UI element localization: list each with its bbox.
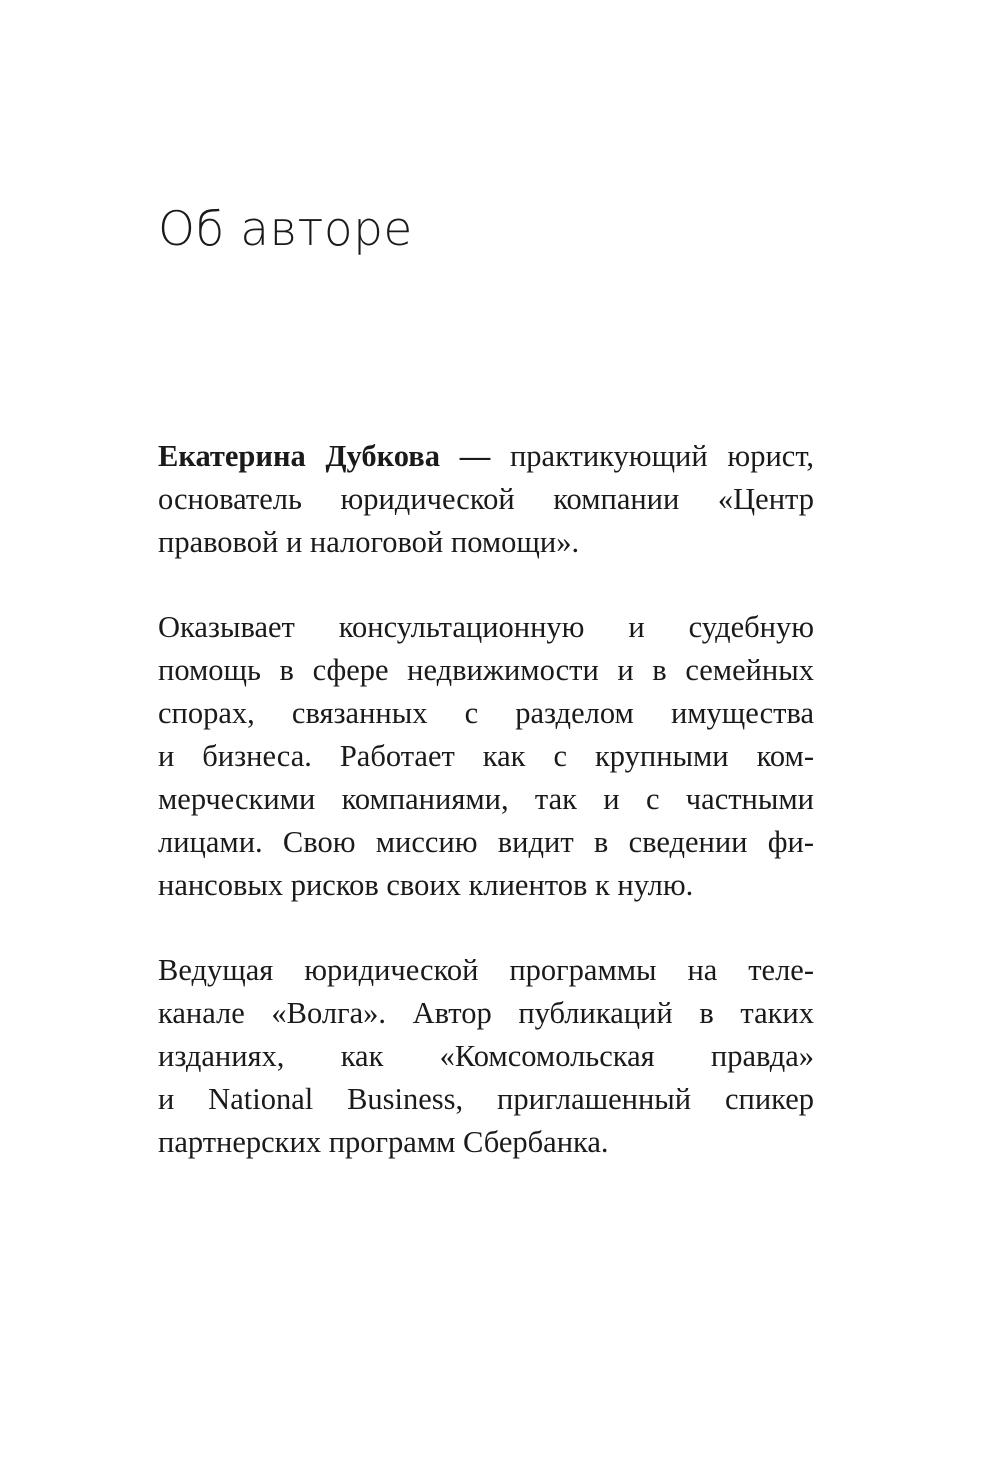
page-title: Об авторе [158,202,413,257]
bio-line: и бизнеса. Работает как с крупными ком- [158,739,814,773]
bio-line: правовой и налоговой помощи». [158,525,580,559]
bio-line: лицами. Свою миссию видит в сведении фи- [158,825,814,859]
bio-line: спорах, связанных с разделом имущества [158,696,814,730]
bio-line: Оказывает консультационную и судебную [158,610,814,644]
bio-line-text: практикующий юрист, [490,439,814,473]
bio-line: основатель юридической компании «Центр [158,482,814,516]
bio-paragraph-media [158,949,814,1164]
bio-line: канале «Волга». Автор публикаций в таких [158,996,814,1030]
bio-line [158,435,814,478]
bio-line: партнерских программ Сбербанка. [158,1125,609,1159]
bio-line: нансовых рисков своих клиентов к нулю. [158,868,694,902]
bio-line: изданиях, как «Комсомольская правда» [158,1039,814,1073]
bio-line: Ведущая юридической программы на теле- [158,953,814,987]
bio-line: мерческими компаниями, так и с частными [158,782,814,816]
bio-paragraph-intro [158,435,814,564]
author-name: Екатерина Дубкова — [158,439,491,473]
bio-line: и National Business, приглашенный спикер [158,1082,814,1116]
bio-line: помощь в сфере недвижимости и в семейных [158,653,814,687]
author-bio [158,435,814,1164]
bio-paragraph-practice [158,606,814,907]
